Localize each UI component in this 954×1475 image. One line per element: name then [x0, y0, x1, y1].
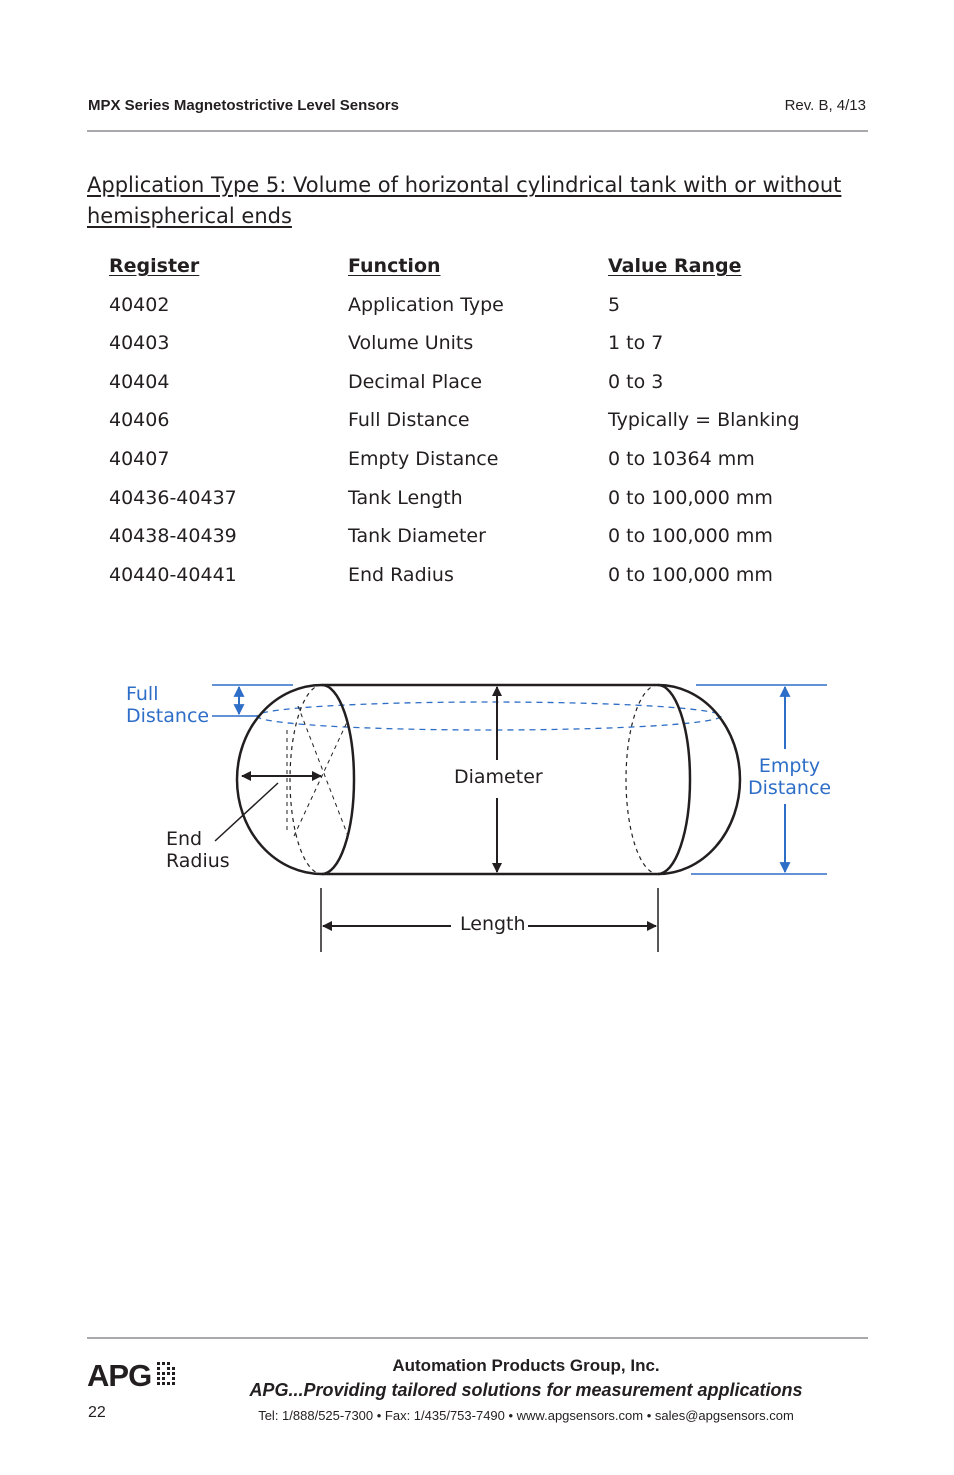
function-cell: End Radius — [348, 563, 454, 586]
apg-logo — [87, 1358, 187, 1392]
value-range-cell: 0 to 100,000 mm — [608, 486, 773, 509]
section-title: Application Type 5: Volume of horizontal cylindrical tank with or without hemispherical ends — [87, 173, 842, 228]
value-range-cell: 5 — [608, 293, 621, 316]
liquid-level-surface — [257, 702, 721, 730]
function-cell: Empty Distance — [348, 447, 499, 470]
tank-diagram — [0, 660, 954, 970]
function-cell: Full Distance — [348, 409, 470, 432]
left-end-front-rim — [322, 685, 354, 874]
contact-info: Tel: 1/888/525-7300 • Fax: 1/435/753-7490 • www.apgsensors.com • sales@apgsensors.com — [258, 1408, 794, 1423]
column-header-function: Function — [348, 255, 441, 277]
value-range-cell: 0 to 10364 mm — [608, 447, 755, 470]
register-cell: 40436-40437 — [109, 486, 237, 509]
footer-divider — [87, 1337, 868, 1339]
function-cell: Application Type — [348, 293, 504, 316]
function-cell: Decimal Place — [348, 370, 483, 393]
empty-distance-label: Empty Distance — [748, 755, 832, 799]
diameter-label: Diameter — [454, 766, 543, 788]
value-range-cell: 0 to 3 — [608, 370, 664, 393]
header-divider — [87, 130, 868, 132]
column-header-value-range: Value Range — [608, 255, 742, 277]
value-range-cell: Typically = Blanking — [608, 409, 800, 432]
end-construction-line — [294, 720, 348, 836]
right-end-back-rim — [626, 685, 658, 874]
document-header-title: MPX Series Magnetostrictive Level Sensors — [88, 97, 399, 114]
function-cell: Volume Units — [348, 332, 474, 355]
register-cell: 40404 — [109, 370, 170, 393]
value-range-cell: 1 to 7 — [608, 332, 664, 355]
register-cell: 40438-40439 — [109, 525, 237, 548]
company-name: Automation Products Group, Inc. — [392, 1356, 660, 1375]
register-cell: 40402 — [109, 293, 170, 316]
function-cell: Tank Length — [348, 486, 463, 509]
full-distance-label: Full Distance — [126, 683, 210, 727]
function-cell: Tank Diameter — [348, 525, 486, 548]
company-tagline: APG...Providing tailored solutions for measurement applications — [249, 1380, 803, 1400]
apg-logo-dot-grid-icon — [157, 1361, 175, 1387]
column-header-register: Register — [109, 255, 200, 277]
left-end-back-rim — [290, 685, 322, 874]
register-cell: 40403 — [109, 332, 170, 355]
length-label: Length — [460, 913, 526, 935]
value-range-cell: 0 to 100,000 mm — [608, 563, 773, 586]
register-cell: 40406 — [109, 409, 170, 432]
register-cell: 40440-40441 — [109, 563, 237, 586]
end-radius-label: End Radius — [166, 828, 230, 872]
revision-label: Rev. B, 4/13 — [784, 97, 866, 114]
apg-logo-text: APG — [87, 1358, 152, 1393]
value-range-cell: 0 to 100,000 mm — [608, 525, 773, 548]
right-end-front-rim — [658, 685, 690, 874]
register-cell: 40407 — [109, 447, 170, 470]
page-number: 22 — [88, 1404, 106, 1421]
